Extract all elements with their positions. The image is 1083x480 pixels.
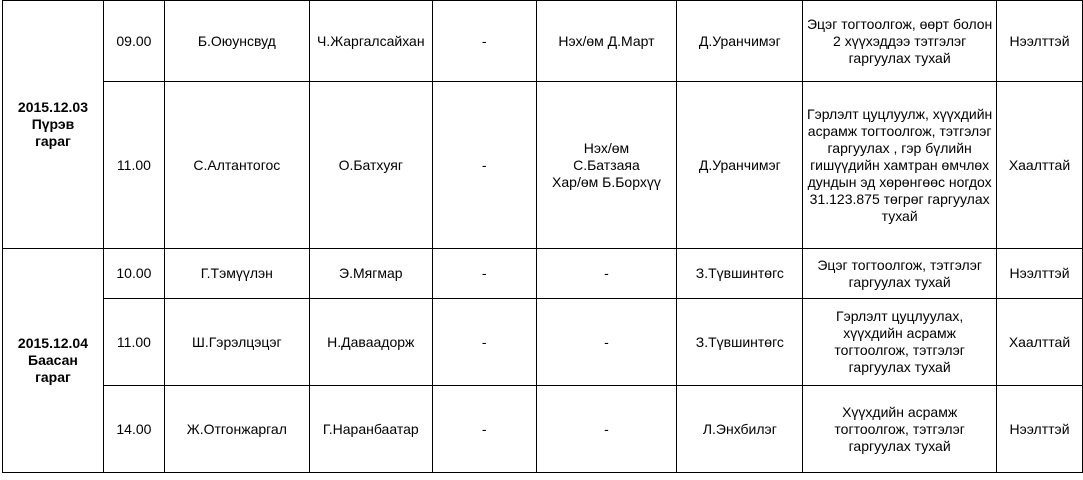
hearing-day-word: гараг (35, 133, 71, 149)
third-party-cell: - (432, 82, 536, 249)
defendant-cell: О.Батхуяг (309, 82, 432, 249)
hearing-day: Пүрэв (31, 116, 75, 132)
subject-cell (803, 299, 997, 386)
date-cell (3, 1, 104, 249)
subject-text: Гэрлэлт цуцлуулах, хүүхдийн асрамж тогтоолгож, тэтгэлэг гаргуулах тухай (834, 308, 965, 375)
subject-cell (803, 249, 997, 299)
table-row (3, 82, 1083, 249)
time-cell: 09.00 (103, 1, 164, 82)
third-party-cell: - (432, 1, 536, 82)
time-cell: 11.00 (103, 82, 164, 249)
subject-cell (803, 1, 997, 82)
table-row (3, 1, 1083, 82)
representative-line: Нэх/өм (583, 139, 630, 156)
judge-cell: Л.Энхбилэг (677, 386, 803, 473)
subject-cell (803, 386, 997, 473)
third-party-cell: - (432, 249, 536, 299)
defendant-cell: Э.Мягмар (309, 249, 432, 299)
judge-cell: Д.Уранчимэг (677, 1, 803, 82)
hearing-date: 2015.12.04 (17, 335, 88, 351)
judge-cell: З.Түвшинтөгс (677, 299, 803, 386)
table-row (3, 386, 1083, 473)
representative-line: Хар/өм Б.Борхүү (552, 173, 661, 190)
hearing-date: 2015.12.03 (17, 99, 88, 115)
status-cell: Нээлттэй (997, 249, 1083, 299)
plaintiff-cell: Б.Оюунсвуд (164, 1, 309, 82)
plaintiff-cell: Ж.Отгонжаргал (164, 386, 309, 473)
subject-text: Гэрлэлт цуцлуулж, хүүхдийн асрамж тогтоолгож, тэтгэлэг гаргуулах , гэр бүлийн гишүүдийн хамтран өмчлөх дундын эд хөрөнгөөс ногдох 31.123.875 төгрөг гаргуулах тухай (807, 105, 993, 224)
representative-cell: - (536, 386, 677, 473)
time-cell: 14.00 (103, 386, 164, 473)
hearing-schedule-table (2, 0, 1083, 473)
hearing-day: Баасан (28, 352, 78, 368)
plaintiff-cell: С.Алтантогос (164, 82, 309, 249)
status-cell: Хаалттай (997, 82, 1083, 249)
judge-cell: З.Түвшинтөгс (677, 249, 803, 299)
subject-text: Эцэг тогтоолгож, тэтгэлэг гаргуулах тухай (817, 256, 982, 290)
representative-cell (536, 82, 677, 249)
plaintiff-cell: Г.Тэмүүлэн (164, 249, 309, 299)
representative-cell: - (536, 299, 677, 386)
representative-cell: - (536, 249, 677, 299)
hearing-day-word: гараг (35, 369, 71, 385)
defendant-cell: Г.Наранбаатар (309, 386, 432, 473)
plaintiff-cell: Ш.Гэрэлцэцэг (164, 299, 309, 386)
third-party-cell: - (432, 386, 536, 473)
representative-cell: Нэх/өм Д.Март (536, 1, 677, 82)
status-cell: Нээлттэй (997, 1, 1083, 82)
representative-line: С.Батзаяа (573, 156, 640, 173)
table-row (3, 299, 1083, 386)
subject-text: Эцэг тогтоолгож, өөрт болон 2 хүүхэддээ тэтгэлэг гаргуулах тухай (806, 15, 993, 66)
defendant-cell: Ч.Жаргалсайхан (309, 1, 432, 82)
status-cell: Нээлттэй (997, 386, 1083, 473)
subject-cell (803, 82, 997, 249)
date-cell (3, 249, 104, 473)
defendant-cell: Н.Даваадорж (309, 299, 432, 386)
judge-cell: Д.Уранчимэг (677, 82, 803, 249)
time-cell: 10.00 (103, 249, 164, 299)
table-row (3, 249, 1083, 299)
third-party-cell: - (432, 299, 536, 386)
status-cell: Хаалттай (997, 299, 1083, 386)
subject-text: Хүүхдийн асрамж тогтоолгож, тэтгэлэг гаргуулах тухай (834, 403, 965, 454)
time-cell: 11.00 (103, 299, 164, 386)
